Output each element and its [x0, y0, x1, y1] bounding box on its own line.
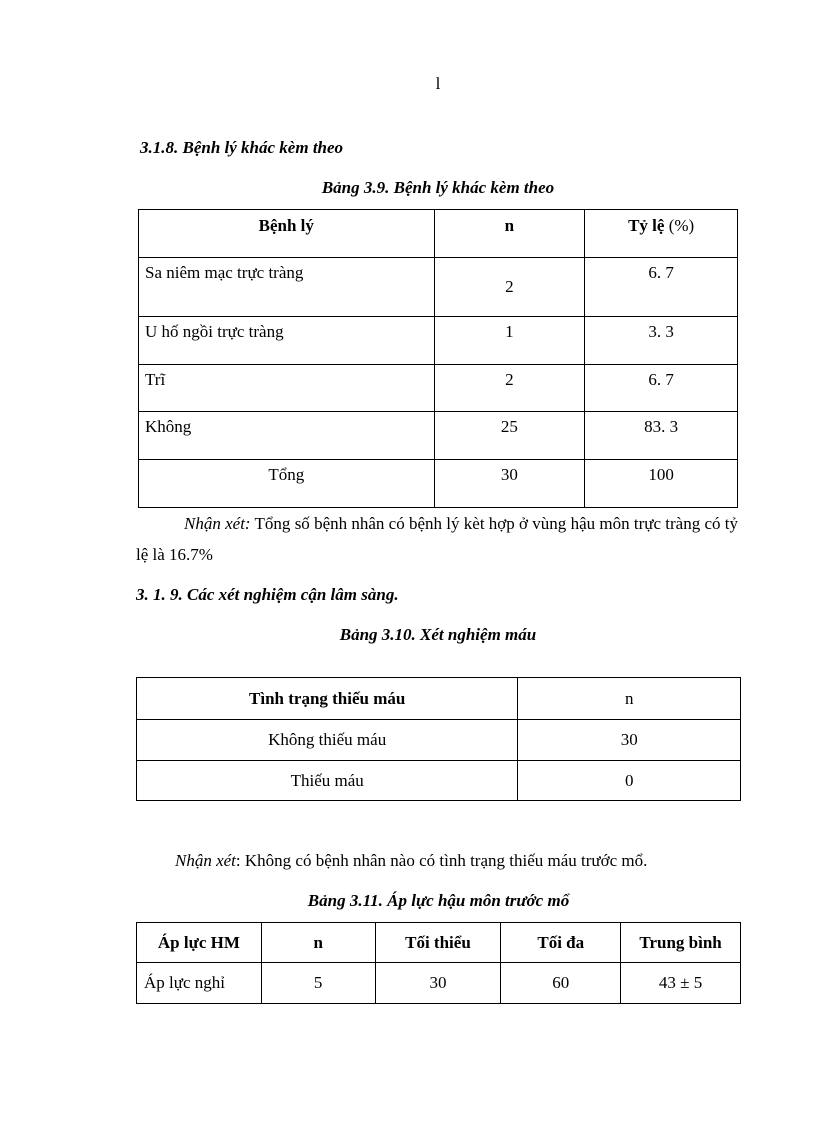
cell-n: 30	[518, 720, 741, 761]
cell-disease: U hố ngồi trực tràng	[139, 317, 435, 365]
table-row	[139, 258, 738, 317]
page-number: l	[435, 74, 441, 93]
table-row	[137, 963, 741, 1004]
table-row	[139, 365, 738, 412]
cell-n: 2	[434, 258, 585, 317]
remark-label: Nhận xét:	[184, 514, 251, 533]
cell-disease: Không	[139, 412, 435, 460]
remark-text: : Không có bệnh nhân nào có tình trạng thiếu máu trước mổ.	[235, 851, 648, 870]
cell-max: 60	[501, 963, 621, 1004]
cell-rate: 83. 3	[585, 412, 738, 460]
cell-status: Thiếu máu	[137, 761, 518, 801]
remark-3-9	[136, 508, 738, 570]
header-max: Tối đa	[501, 923, 621, 963]
table-row	[139, 412, 738, 460]
table-row	[139, 317, 738, 365]
header-n: n	[261, 923, 375, 963]
table-header-row	[139, 210, 738, 258]
cell-rate: 6. 7	[585, 365, 738, 412]
header-min: Tối thiểu	[375, 923, 501, 963]
header-anemia-status: Tình trạng thiếu máu	[137, 678, 518, 720]
header-n: n	[434, 210, 585, 258]
remark-3-10	[175, 845, 647, 876]
cell-total-label: Tổng	[139, 460, 435, 508]
section-heading-3-1-8: 3.1.8. Bệnh lý khác kèm theo	[140, 138, 344, 157]
cell-n: 1	[434, 317, 585, 365]
cell-min: 30	[375, 963, 501, 1004]
cell-rate: 100	[585, 460, 738, 508]
table-header-row	[137, 923, 741, 963]
table-row-total	[139, 460, 738, 508]
table-3-11-caption: Bảng 3.11. Áp lực hậu môn trước mổ	[307, 891, 570, 910]
header-n: n	[518, 678, 741, 720]
cell-n: 0	[518, 761, 741, 801]
table-3-9-caption: Bảng 3.9. Bệnh lý khác kèm theo	[321, 178, 555, 197]
cell-rate: 3. 3	[585, 317, 738, 365]
cell-n: 2	[434, 365, 585, 412]
table-header-row	[137, 678, 741, 720]
header-mean: Trung bình	[621, 923, 741, 963]
table-row	[137, 720, 741, 761]
cell-n: 5	[261, 963, 375, 1004]
cell-disease: Trĩ	[139, 365, 435, 412]
cell-pressure-type: Áp lực nghỉ	[137, 963, 262, 1004]
cell-n: 30	[434, 460, 585, 508]
remark-text: Tổng số bệnh nhân có bệnh lý kèt hợp ở vùng hậu môn trực tràng có tỷ lệ là 16.7%	[136, 514, 738, 564]
cell-status: Không thiếu máu	[137, 720, 518, 761]
table-3-10-caption: Bảng 3.10. Xét nghiệm máu	[339, 625, 537, 644]
table-3-10	[136, 677, 741, 801]
table-3-9	[138, 209, 738, 508]
header-benh-ly: Bệnh lý	[139, 210, 435, 258]
cell-rate: 6. 7	[585, 258, 738, 317]
cell-n: 25	[434, 412, 585, 460]
cell-mean: 43 ± 5	[621, 963, 741, 1004]
remark-label: Nhận xét	[175, 851, 236, 870]
table-3-11	[136, 922, 741, 1004]
header-pressure: Áp lực HM	[137, 923, 262, 963]
table-row	[137, 761, 741, 801]
section-heading-3-1-9: 3. 1. 9. Các xét nghiệm cận lâm sàng.	[136, 585, 399, 604]
cell-disease: Sa niêm mạc trực tràng	[139, 258, 435, 317]
header-ty-le: Tỷ lệ (%)	[585, 210, 738, 258]
